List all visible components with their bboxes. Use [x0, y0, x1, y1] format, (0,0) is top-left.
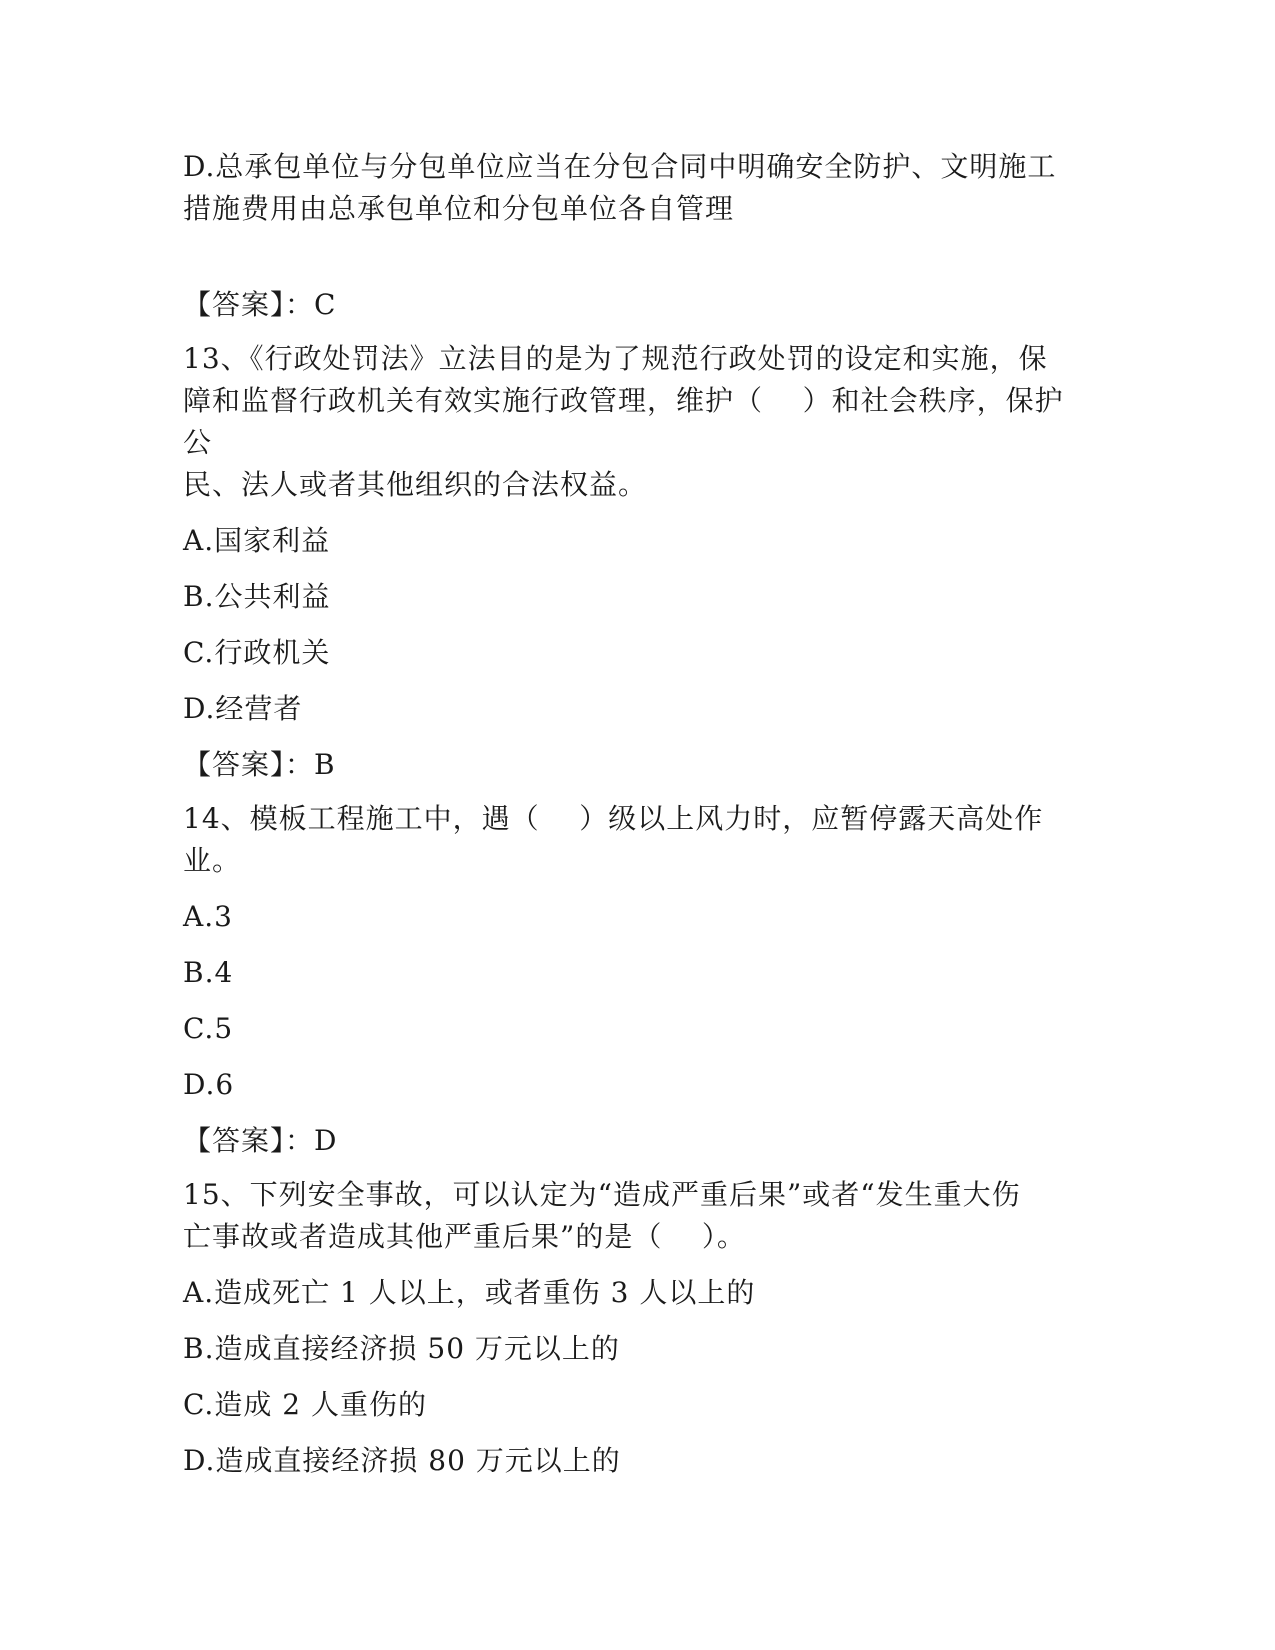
question-14	[183, 798, 1083, 1162]
q13-stem-line3: 民、法人或者其他组织的合法权益。	[183, 468, 648, 501]
prev-option-d-line1: D.总承包单位与分包单位应当在分包合同中明确安全防护、文明施工	[183, 150, 1057, 183]
q13-option-b: B.公共利益	[183, 580, 331, 613]
q15-option-c: C.造成 2 人重伤的	[183, 1388, 427, 1421]
q15-option-a: A.造成死亡 1 人以上，或者重伤 3 人以上的	[183, 1276, 756, 1309]
prev-question	[183, 146, 1083, 326]
question-13	[183, 338, 1083, 786]
q13-option-c: C.行政机关	[183, 636, 331, 669]
q14-option-a: A.3	[183, 900, 233, 933]
q14-stem-line1: 14、模板工程施工中，遇（ ）级以上风力时，应暂停露天高处作业。	[183, 802, 1044, 877]
q13-option-a: A.国家利益	[183, 524, 331, 557]
q13-stem-line2: 障和监督行政机关有效实施行政管理，维护（ ）和社会秩序，保护公	[183, 384, 1064, 459]
q15-stem-line1: 15、下列安全事故，可以认定为“造成严重后果”或者“发生重大伤	[183, 1178, 1021, 1211]
q13-option-d: D.经营者	[183, 692, 303, 725]
document-page	[183, 146, 1083, 1482]
q13-answer: 【答案】：B	[183, 748, 336, 781]
q15-option-d: D.造成直接经济损 80 万元以上的	[183, 1444, 621, 1477]
q14-answer: 【答案】：D	[183, 1124, 338, 1157]
prev-answer: 【答案】：C	[183, 288, 337, 321]
prev-option-d-line2: 措施费用由总承包单位和分包单位各自管理	[183, 192, 735, 225]
q14-option-c: C.5	[183, 1012, 234, 1045]
q15-stem-line2: 亡事故或者造成其他严重后果”的是（ ）。	[183, 1220, 746, 1253]
q14-option-b: B.4	[183, 956, 234, 989]
q14-option-d: D.6	[183, 1068, 235, 1101]
q13-stem-line1: 13、《行政处罚法》立法目的是为了规范行政处罚的设定和实施，保	[183, 342, 1048, 375]
q15-option-b: B.造成直接经济损 50 万元以上的	[183, 1332, 620, 1365]
question-15	[183, 1174, 1083, 1482]
